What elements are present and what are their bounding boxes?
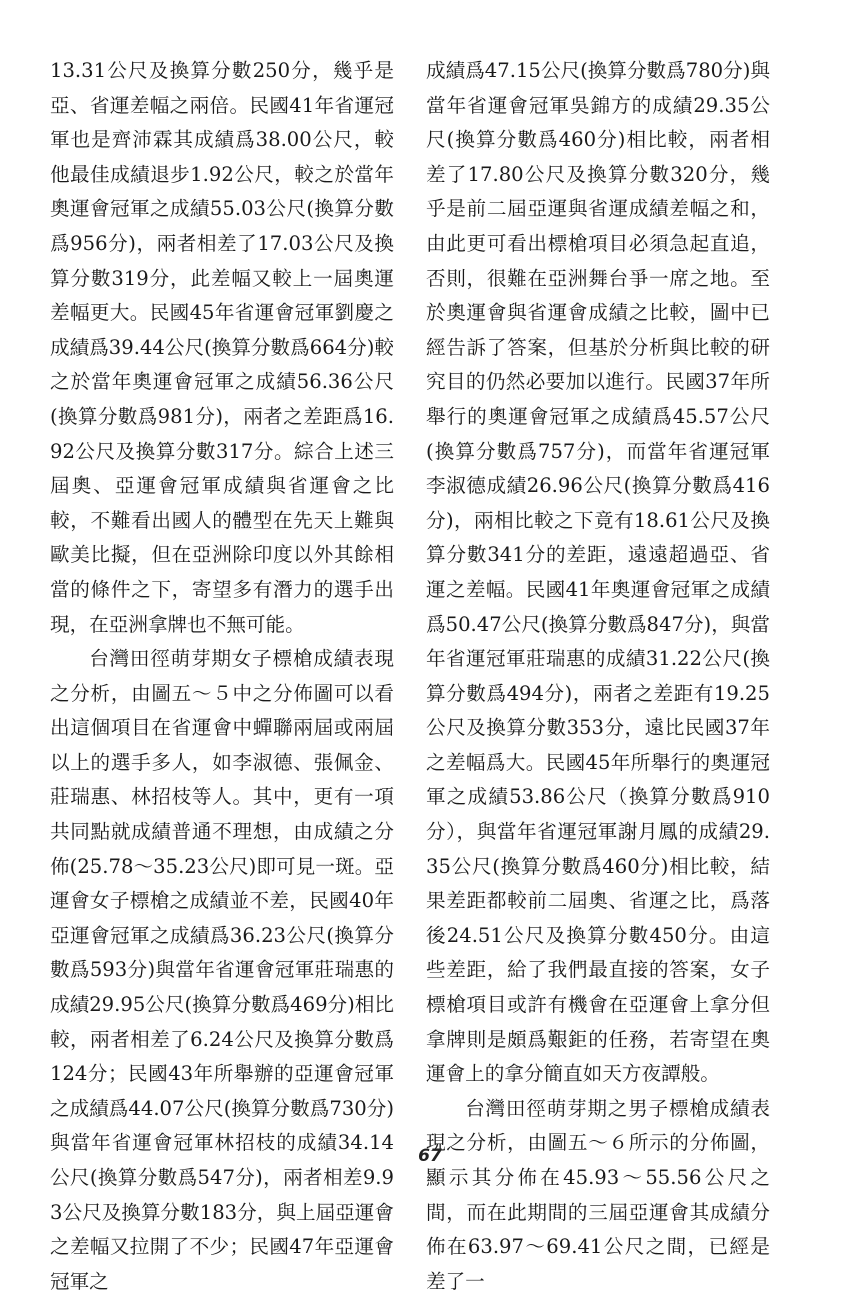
paragraph: 13.31公尺及換算分數250分，幾乎是亞、省運差幅之兩倍。民國41年省運冠軍也是齊沛霖其成績爲38.00公尺，較他最佳成績退步1.92公尺，較之於當年奧運會冠軍之成績55.03公尺(換算分數爲956分)，兩者相差了17.03公尺及換算分數319分，此差幅又較上一屆奧運差幅更大。民國45年省運會冠軍劉慶之成績爲39.44公尺(換算分數爲664分)較之於當年奧運會冠軍之成績56.36公尺(換算分數爲981分)，兩者之差距爲16.92公尺及換算分數317分。綜合上述三屆奧、亞運會冠軍成績與省運會之比較，不難看出國人的體型在先天上難與歐美比擬，但在亞洲除印度以外其餘相當的條件之下，寄望多有潛力的選手出現，在亞洲拿牌也不無可能。: [50, 59, 394, 636]
page-number: 67: [418, 1146, 442, 1166]
paragraph: 成績爲47.15公尺(換算分數爲780分)與當年省運會冠軍吳錦方的成績29.35公尺(換算分數爲460分)相比較，兩者相差了17.80公尺及換算分數320分，幾乎是前二屆亞運與省運成績差幅之和，由此更可看出標槍項目必須急起直追，否則，很難在亞洲舞台爭一席之地。至於奧運會與省運會成績之比較，圖中已經告訴了答案，但基於分析與比較的研究目的仍然必要加以進行。民國37年所舉行的奧運會冠軍之成績爲45.57公尺(換算分數爲757分)，而當年省運冠軍李淑德成績26.96公尺(換算分數爲416分)，兩相比較之下竟有18.61公尺及換算分數341分的差距，遠遠超過亞、省運之差幅。民國41年奧運會冠軍之成績爲50.47公尺(換算分數爲847分)，與當年省運冠軍莊瑞惠的成績31.22公尺(換算分數爲494分)，兩者之差距有19.25公尺及換算分數353分，遠比民國37年之差幅爲大。民國45年所舉行的奧運冠軍之成績53.86公尺（換算分數爲910分），與當年省運冠軍謝月鳳的成績29.35公尺(換算分數爲460分)相比較，結果差距都較前二屆奧、省運之比，爲落後24.51公尺及換算分數450分。由這些差距，給了我們最直接的答案，女子標槍項目或許有機會在亞運會上拿分但拿牌則是頗爲艱鉅的任務，若寄望在奧運會上的拿分簡直如天方夜譚般。: [426, 59, 770, 1086]
paragraph: 台灣田徑萌芽期之男子標槍成績表現之分析，由圖五～６所示的分佈圖，顯示其分佈在45.93～55.56公尺之間，而在此期間的三屆亞運會其成績分佈在63.97～69.41公尺之間，已經是差了一: [426, 1096, 770, 1293]
right-text-column: [426, 54, 770, 1299]
paragraph: 台灣田徑萌芽期女子標槍成績表現之分析，由圖五～５中之分佈圖可以看出這個項目在省運會中蟬聯兩屆或兩屆以上的選手多人，如李淑德、張佩金、莊瑞惠、林招枝等人。其中，更有一項共同點就成績普通不理想，由成績之分佈(25.78～35.23公尺)即可見一斑。亞運會女子標槍之成績並不差，民國40年亞運會冠軍之成績爲36.23公尺(換算分數爲593分)與當年省運會冠軍莊瑞惠的成績29.95公尺(換算分數爲469分)相比較，兩者相差了6.24公尺及換算分數爲124分；民國43年所舉辦的亞運會冠軍之成績爲44.07公尺(換算分數爲730分)與當年省運會冠軍林招枝的成績34.14公尺(換算分數爲547分)，兩者相差9.93公尺及換算分數183分，與上屆亞運會之差幅又拉開了不少；民國47年亞運會冠軍之: [50, 647, 394, 1293]
left-text-column: [50, 54, 394, 1299]
